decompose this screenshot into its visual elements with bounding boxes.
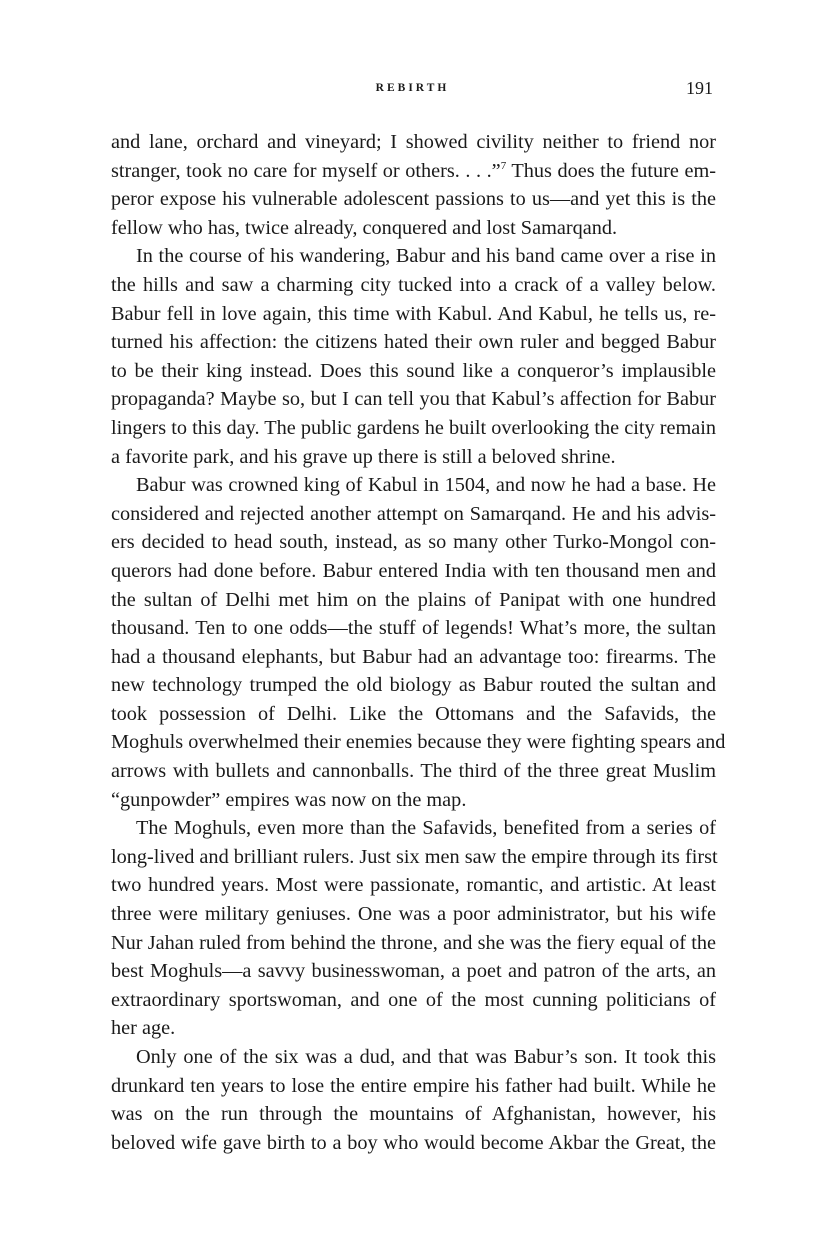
paragraph — [111, 128, 716, 242]
text-line: a favorite park, and his grave up there is still a beloved shrine. — [111, 445, 616, 468]
text-fragment: Thus does the future em- — [506, 159, 716, 182]
paragraph — [111, 814, 716, 1043]
paragraph — [111, 242, 716, 471]
text-line: took possession of Delhi. Like the Ottomans and the Safavids, the — [111, 702, 716, 725]
text-line: and lane, orchard and vineyard; I showed civility neither to friend nor — [111, 131, 716, 153]
text-line: considered and rejected another attempt on Samarqand. He and his advis- — [111, 502, 716, 525]
footnote-ref: 7 — [500, 159, 507, 172]
text-line: Only one of the six was a dud, and that was Babur’s son. It took this — [136, 1046, 716, 1068]
text-line: the hills and saw a charming city tucked into a crack of a valley below. — [111, 273, 716, 296]
text-line: beloved wife gave birth to a boy who would become Akbar the Great, the — [111, 1131, 716, 1154]
text-line: querors had done before. Babur entered India with ten thousand men and — [111, 559, 716, 582]
text-line: Babur fell in love again, this time with Kabul. And Kabul, he tells us, re- — [111, 302, 716, 325]
text-line: turned his affection: the citizens hated their own ruler and begged Babur — [111, 331, 716, 354]
paragraph — [111, 1043, 716, 1157]
running-title: REBIRTH — [375, 82, 450, 94]
text-line: propaganda? Maybe so, but I can tell you that Kabul’s affection for Babur — [111, 388, 716, 411]
text-line: Moghuls overwhelmed their enemies because they were fighting spears and — [111, 731, 726, 754]
text-line: arrows with bullets and cannonballs. The third of the three great Muslim — [111, 760, 716, 783]
text-line: extraordinary sportswoman, and one of the most cunning politicians of — [111, 988, 716, 1011]
text-line: ers decided to head south, instead, as so many other Turko-Mongol con- — [111, 531, 716, 554]
page-number: 191 — [686, 78, 713, 98]
text-line: new technology trumped the old biology as Babur routed the sultan and — [111, 674, 716, 697]
running-head — [110, 78, 715, 100]
paragraph — [111, 471, 726, 814]
text-line: the sultan of Delhi met him on the plains of Panipat with one hundred — [111, 588, 716, 611]
text-line: her age. — [111, 1017, 176, 1040]
text-line: three were military geniuses. One was a poor administrator, but his wife — [111, 903, 716, 926]
text-line: was on the run through the mountains of Afghanistan, however, his — [111, 1103, 716, 1126]
text-line: “gunpowder” empires was now on the map. — [111, 788, 467, 811]
text-line: had a thousand elephants, but Babur had an advantage too: firearms. The — [111, 645, 716, 668]
text-line: to be their king instead. Does this sound like a conqueror’s implausible — [111, 359, 716, 382]
text-line: two hundred years. Most were passionate, romantic, and artistic. At least — [111, 874, 716, 897]
text-line: In the course of his wandering, Babur and his band came over a rise in — [136, 245, 716, 268]
body-text — [111, 128, 726, 1157]
text-line: Babur was crowned king of Kabul in 1504, and now he had a base. He — [136, 474, 716, 497]
text-line: thousand. Ten to one odds—the stuff of legends! What’s more, the sultan — [111, 617, 716, 640]
text-line: fellow who has, twice already, conquered and lost Samarqand. — [111, 216, 618, 239]
text-line: lingers to this day. The public gardens he built overlooking the city remain — [111, 416, 716, 439]
text-line: Nur Jahan ruled from behind the throne, and she was the fiery equal of the — [111, 931, 716, 954]
text-line: drunkard ten years to lose the entire empire his father had built. While he — [111, 1074, 716, 1097]
text-line — [111, 157, 716, 186]
text-line: The Moghuls, even more than the Safavids, benefited from a series of — [136, 817, 716, 840]
text-line: peror expose his vulnerable adolescent passions to us—and yet this is the — [111, 188, 716, 211]
text-line: long-lived and brilliant rulers. Just six men saw the empire through its first — [111, 845, 718, 868]
text-line: best Moghuls—a savvy businesswoman, a poet and patron of the arts, an — [111, 960, 716, 983]
text-fragment: stranger, took no care for myself or others. . . .” — [111, 159, 501, 182]
